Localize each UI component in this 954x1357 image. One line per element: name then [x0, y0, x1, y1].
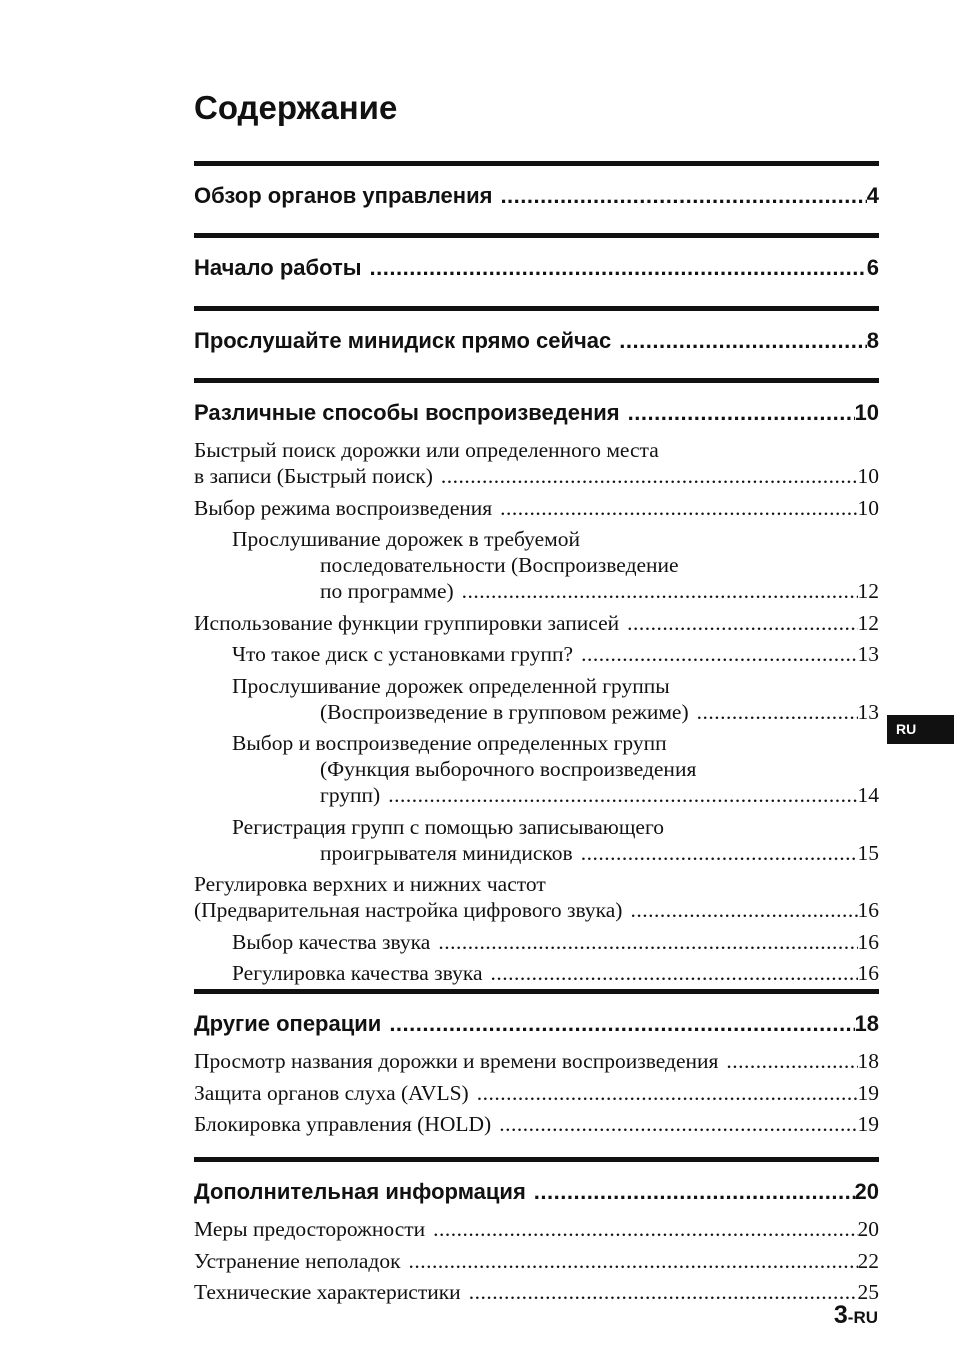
section-rule	[194, 989, 879, 994]
entry-text: Выбор качества звука	[232, 929, 431, 954]
dot-leader	[620, 400, 855, 426]
toc-entry	[232, 961, 879, 986]
entry-text: Что такое диск с установками групп?	[232, 642, 574, 666]
dot-leader	[718, 1049, 857, 1074]
entry-text: Меры предосторожности	[194, 1217, 426, 1241]
toc-entry	[194, 1081, 879, 1106]
dot-leader	[454, 579, 858, 604]
section-heading-text: Другие операции	[194, 1011, 382, 1036]
section-heading	[194, 1011, 879, 1037]
page-ref: 15	[857, 840, 879, 865]
page-ref: 8	[866, 328, 879, 353]
entry-text: Блокировка управления (HOLD)	[194, 1112, 492, 1136]
toc-entry	[194, 496, 879, 521]
dot-leader	[483, 961, 858, 986]
entry-text: Технические характеристики	[194, 1280, 461, 1304]
toc-entry	[320, 700, 879, 725]
toc-entry-line	[194, 438, 879, 463]
section-rule	[194, 378, 879, 383]
entry-text: групп)	[320, 783, 381, 807]
toc-entry	[194, 1049, 879, 1074]
dot-leader	[381, 1011, 854, 1037]
entry-text: (Функция выборочного воспроизведения	[320, 757, 697, 781]
section-heading-text: Дополнительная информация	[194, 1179, 526, 1204]
dot-leader	[689, 700, 858, 725]
toc-entry	[194, 611, 879, 636]
language-tab: RU	[887, 715, 954, 744]
page-ref: 16	[857, 961, 879, 985]
page-ref: 12	[857, 610, 879, 635]
page-ref: 10	[854, 400, 879, 425]
dot-leader	[611, 328, 866, 354]
entry-text: последовательности (Воспроизведение	[320, 553, 679, 577]
entry-text: Выбор и воспроизведение определенных групп	[232, 731, 667, 755]
toc-entry	[194, 898, 879, 923]
toc-entry	[194, 1249, 879, 1274]
toc-entry-line	[194, 872, 879, 897]
entry-text: Регулировка качества звука	[232, 961, 483, 985]
toc-entry	[194, 1217, 879, 1242]
dot-leader	[622, 898, 857, 923]
toc-entry	[194, 1280, 879, 1305]
section-heading-text: Различные способы воспроизведения	[194, 400, 620, 425]
entry-text: Быстрый поиск дорожки или определенного места	[194, 438, 659, 462]
section-heading-text: Прослушайте минидиск прямо сейчас	[194, 328, 612, 353]
entry-text: (Предварительная настройка цифрового звука)	[194, 898, 623, 922]
page-ref: 20	[854, 1179, 879, 1204]
toc-entry	[232, 642, 879, 667]
page-number-value: 3	[833, 1301, 848, 1329]
toc-entry-line	[232, 527, 879, 552]
toc-entry-line	[232, 815, 879, 840]
entry-text: Использование функции группировки записей	[194, 610, 620, 635]
entry-text: проигрывателя минидисков	[320, 840, 573, 865]
dot-leader	[491, 1112, 857, 1137]
section-rule	[194, 1157, 879, 1162]
page-ref: 14	[857, 783, 879, 807]
entry-text: Устранение неполадок	[194, 1248, 401, 1273]
section-heading-text: Обзор органов управления	[194, 183, 493, 208]
entry-text: Защита органов слуха (AVLS)	[194, 1080, 469, 1105]
page-ref: 18	[857, 1049, 879, 1073]
section-rule	[194, 161, 879, 166]
page-ref: 19	[857, 1112, 879, 1136]
page-ref: 18	[854, 1011, 879, 1036]
page-ref: 6	[866, 255, 879, 280]
toc-entry-line	[232, 731, 879, 756]
toc-entry-line	[232, 674, 879, 699]
entry-text: (Воспроизведение в групповом режиме)	[320, 699, 689, 724]
dot-leader	[430, 930, 857, 955]
dot-leader	[526, 1179, 855, 1205]
dot-leader	[380, 783, 857, 808]
page-ref: 10	[857, 495, 879, 520]
section-heading	[194, 255, 879, 281]
page-ref: 4	[866, 183, 879, 208]
dot-leader	[469, 1081, 858, 1106]
toc-entry	[194, 1112, 879, 1137]
page-ref: 13	[857, 642, 879, 666]
dot-leader	[492, 183, 866, 209]
dot-leader	[461, 1280, 858, 1305]
section-heading	[194, 183, 879, 209]
entry-text: Просмотр названия дорожки и времени воспроизведения	[194, 1049, 719, 1073]
entry-text: в записи (Быстрый поиск)	[194, 464, 433, 488]
page-ref: 20	[857, 1217, 879, 1241]
section-heading	[194, 400, 879, 426]
page-ref: 25	[857, 1280, 879, 1304]
page-ref: 13	[857, 699, 879, 724]
entry-text: Регулировка верхних и нижних частот	[194, 872, 546, 896]
entry-text: по программе)	[320, 579, 454, 603]
entry-text: Выбор режима воспроизведения	[194, 495, 493, 520]
dot-leader	[573, 841, 858, 866]
page-ref: 16	[857, 898, 879, 922]
toc-entry-line	[320, 757, 879, 782]
section-rule	[194, 306, 879, 311]
section-heading	[194, 328, 879, 354]
toc-entry-line	[320, 553, 879, 578]
dot-leader	[425, 1217, 857, 1242]
toc-entry	[320, 783, 879, 808]
dot-leader	[433, 464, 858, 489]
page-ref: 10	[857, 464, 879, 488]
entry-text: Прослушивание дорожек в требуемой	[232, 527, 581, 551]
toc-entry	[320, 841, 879, 866]
page-title: Содержание	[194, 89, 398, 126]
dot-leader	[401, 1249, 858, 1274]
toc-entry	[320, 579, 879, 604]
dot-leader	[619, 611, 857, 636]
dot-leader	[573, 642, 857, 667]
dot-leader	[362, 255, 867, 281]
page-number	[834, 1301, 878, 1330]
page-ref: 22	[857, 1248, 879, 1273]
section-rule	[194, 233, 879, 238]
section-heading-text: Начало работы	[194, 255, 362, 280]
entry-text: Прослушивание дорожек определенной группы	[232, 673, 670, 698]
page-ref: 19	[857, 1080, 879, 1105]
entry-text: Регистрация групп с помощью записывающего	[232, 814, 665, 839]
page-ref: 12	[857, 579, 879, 603]
dot-leader	[492, 496, 857, 521]
section-heading	[194, 1179, 879, 1205]
toc-entry	[232, 930, 879, 955]
toc-entry	[194, 464, 879, 489]
page-ref: 16	[857, 929, 879, 954]
page-number-suffix: -RU	[847, 1308, 878, 1327]
